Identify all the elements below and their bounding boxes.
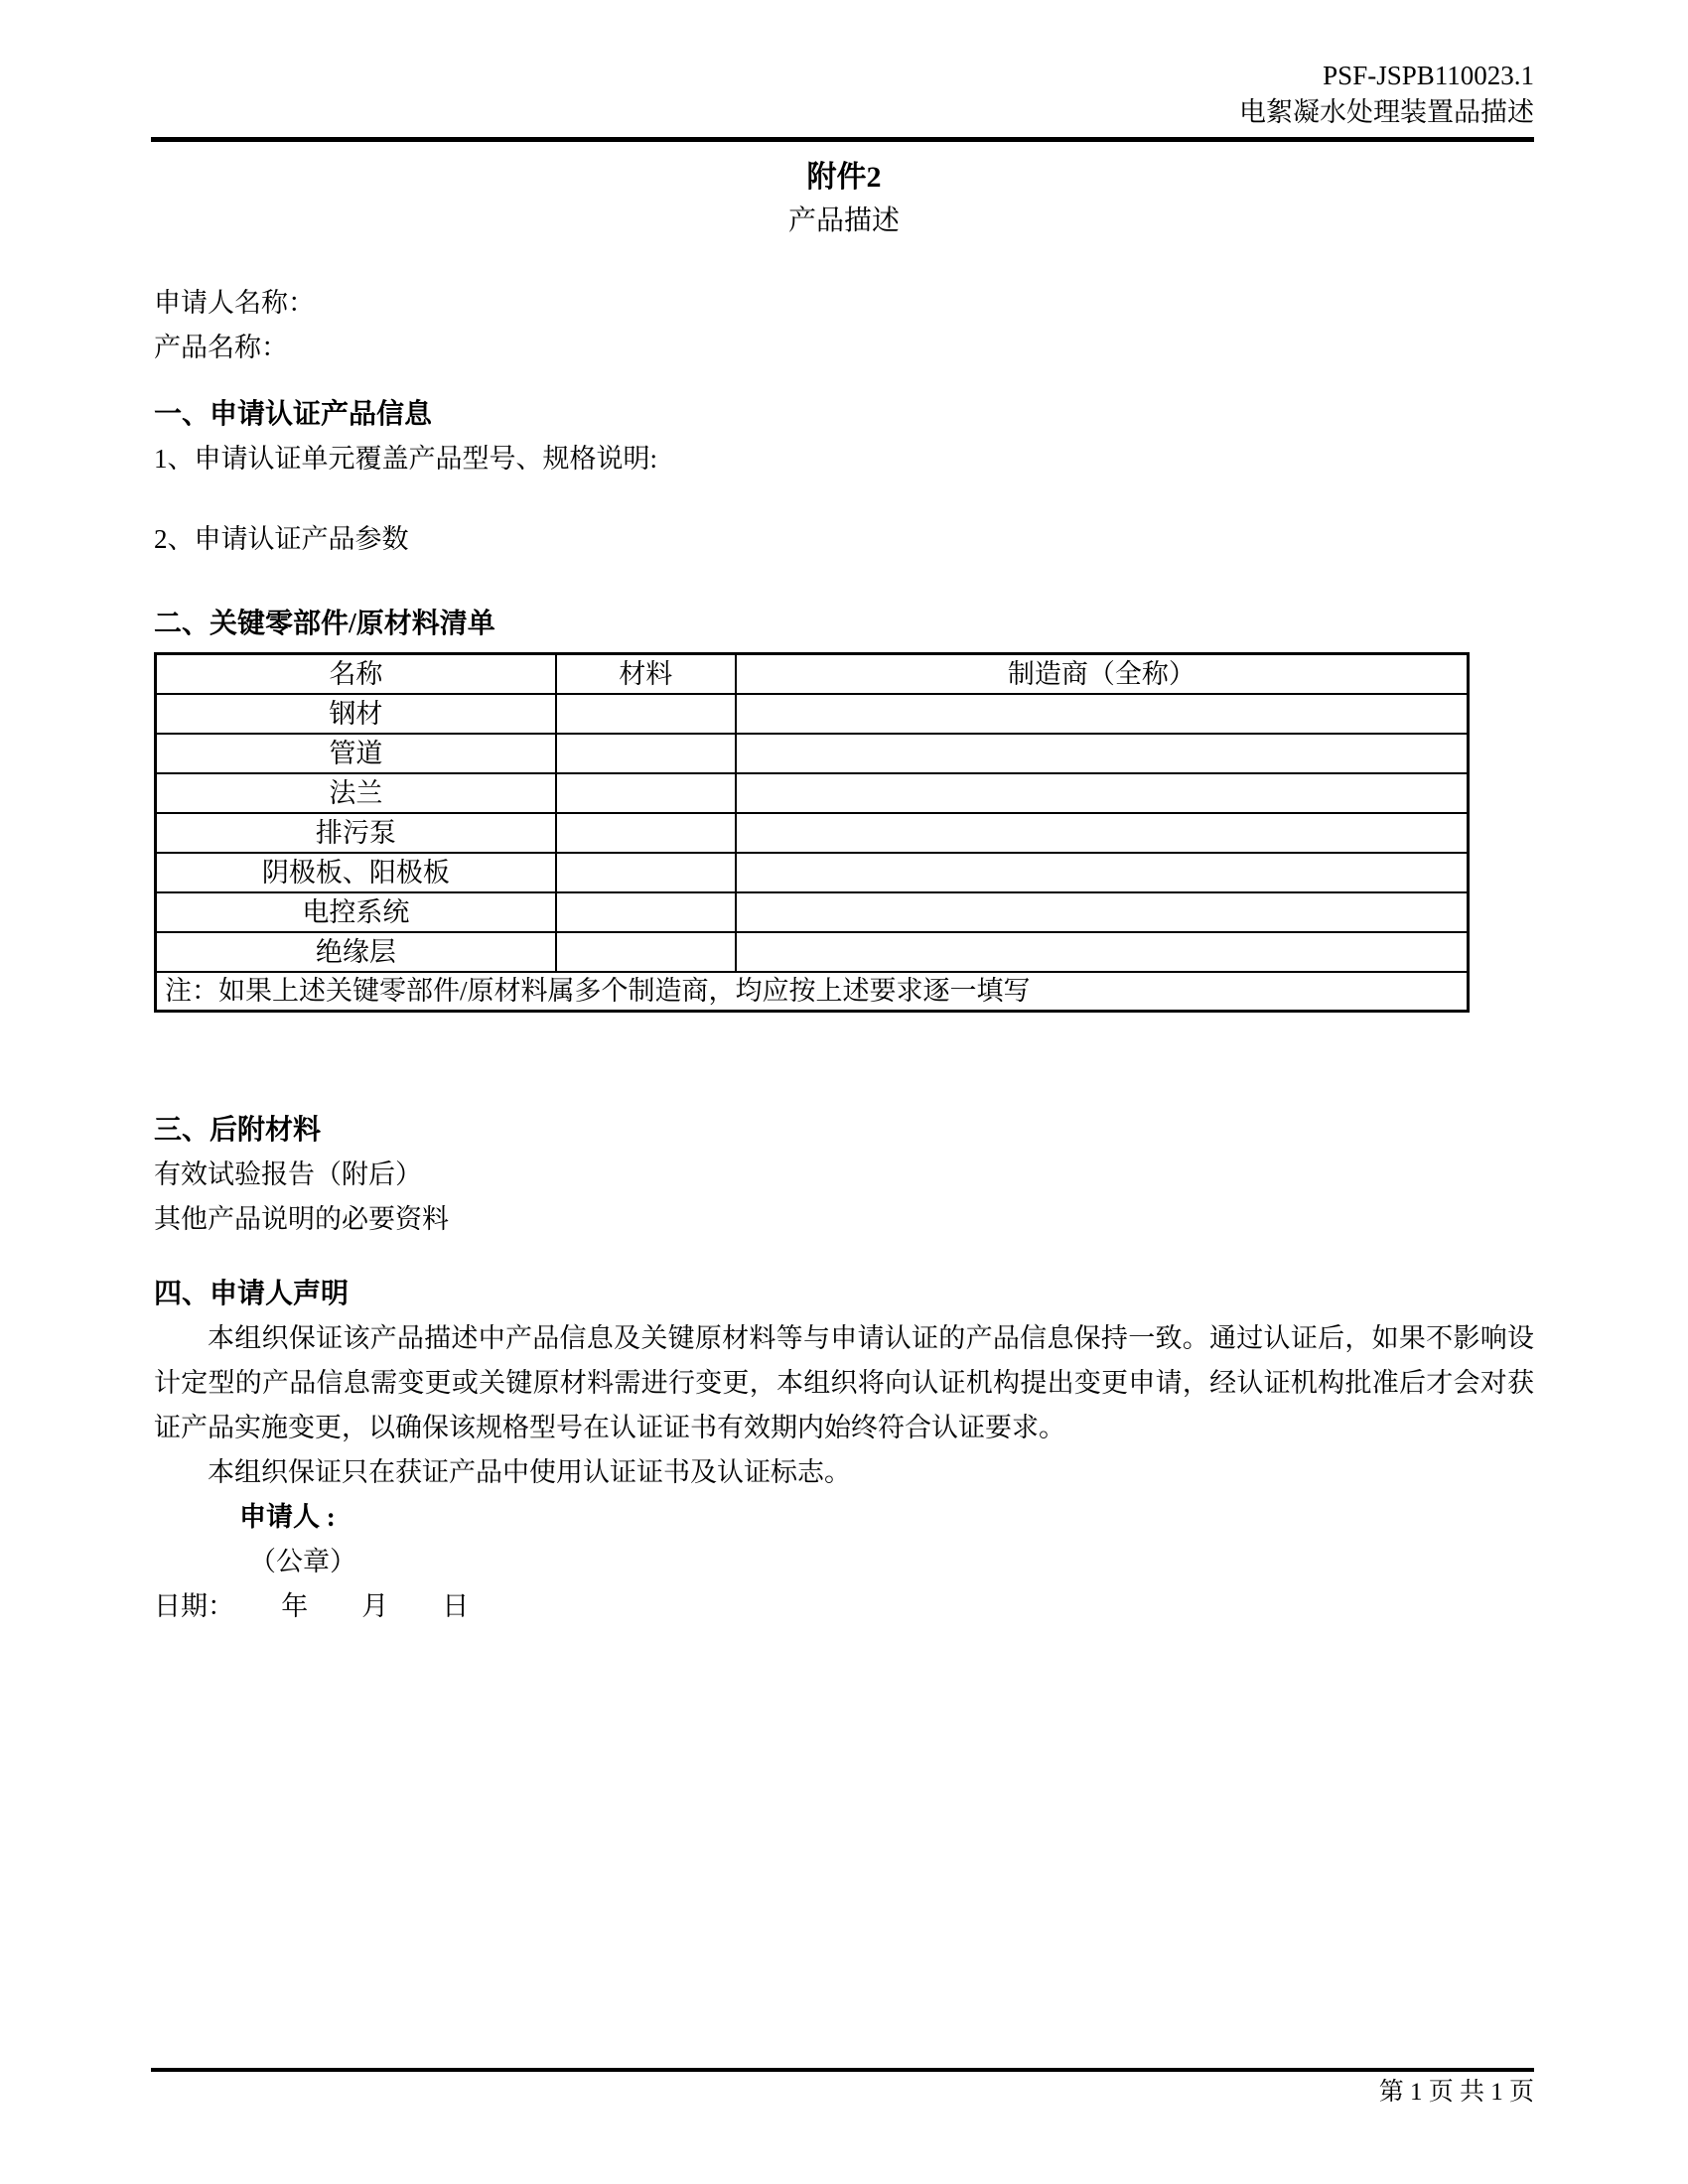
- page-header: [0, 0, 1688, 131]
- column-header-name: 名称: [156, 654, 556, 694]
- table-row: [156, 734, 1469, 773]
- declaration-paragraph: 本组织保证该产品描述中产品信息及关键原材料等与申请认证的产品信息保持一致。通过认证后，如果不影响设计定型的产品信息需变更或关键原材料需进行变更，本组织将向认证机构提出变更申请，经认证机构批准后才会对获证产品实施变更，以确保该规格型号在认证证书有效期内始终符合认证要求。: [154, 1323, 1534, 1442]
- section2-heading: 二、关键零部件/原材料清单: [154, 609, 495, 639]
- component-name-cell: 阴极板、阳极板: [156, 853, 556, 892]
- table-row: [156, 932, 1469, 972]
- doc-header-title: 电絮凝水处理装置品描述: [1239, 97, 1534, 127]
- page-number: 第 1 页 共 1 页: [1378, 2079, 1534, 2106]
- section1-item2: 2、申请认证产品参数: [154, 524, 409, 554]
- table-row: [156, 694, 1469, 734]
- material-cell: [556, 892, 736, 932]
- table-note: 注：如果上述关键零部件/原材料属多个制造商，均应按上述要求逐一填写: [156, 972, 1469, 1012]
- footer-rule: [151, 2068, 1534, 2072]
- applicant-name-label: 申请人名称：: [154, 288, 315, 318]
- section4-heading: 四、申请人声明: [154, 1279, 350, 1309]
- table-row: [156, 773, 1469, 813]
- section3-line1: 有效试验报告（附后）: [154, 1160, 422, 1189]
- manufacturer-cell: [736, 813, 1469, 853]
- material-cell: [556, 932, 736, 972]
- material-cell: [556, 773, 736, 813]
- table-row: [156, 892, 1469, 932]
- manufacturer-cell: [736, 932, 1469, 972]
- component-name-cell: 钢材: [156, 694, 556, 734]
- manufacturer-cell: [736, 734, 1469, 773]
- column-header-material: 材料: [556, 654, 736, 694]
- component-name-cell: 排污泵: [156, 813, 556, 853]
- component-name-cell: 法兰: [156, 773, 556, 813]
- table-row: [156, 813, 1469, 853]
- attachment-title: 附件2: [806, 161, 882, 194]
- declaration-paragraph-2: 本组织保证只在获证产品中使用认证证书及认证标志。: [208, 1457, 851, 1487]
- column-header-manufacturer: 制造商（全称）: [736, 654, 1469, 694]
- manufacturer-cell: [736, 892, 1469, 932]
- component-name-cell: 绝缘层: [156, 932, 556, 972]
- manufacturer-cell: [736, 694, 1469, 734]
- key-components-table: [154, 652, 1470, 1013]
- material-cell: [556, 853, 736, 892]
- table-row: [156, 853, 1469, 892]
- section1-item1: 1、申请认证单元覆盖产品型号、规格说明:: [154, 444, 658, 474]
- component-name-cell: 电控系统: [156, 892, 556, 932]
- date-line: 日期： 年 月 日: [154, 1591, 470, 1621]
- material-cell: [556, 734, 736, 773]
- table-note-row: [156, 972, 1469, 1012]
- section3-heading: 三、后附材料: [154, 1115, 322, 1146]
- official-seal-label: （公章）: [249, 1547, 356, 1576]
- section1-heading: 一、申请认证产品信息: [154, 399, 433, 430]
- product-name-label: 产品名称：: [154, 333, 288, 362]
- header-rule: [151, 137, 1534, 142]
- manufacturer-cell: [736, 853, 1469, 892]
- material-cell: [556, 694, 736, 734]
- page-title: 产品描述: [787, 205, 900, 236]
- material-cell: [556, 813, 736, 853]
- doc-number: PSF-JSPB110023.1: [1323, 61, 1534, 90]
- document-body: [154, 281, 1534, 1629]
- table-header-row: [156, 654, 1469, 694]
- component-name-cell: 管道: [156, 734, 556, 773]
- name-fields: [154, 281, 1534, 370]
- page-footer: [151, 2068, 1534, 2109]
- manufacturer-cell: [736, 773, 1469, 813]
- applicant-signature-label: 申请人 :: [239, 1502, 336, 1532]
- section3-line2: 其他产品说明的必要资料: [154, 1204, 449, 1234]
